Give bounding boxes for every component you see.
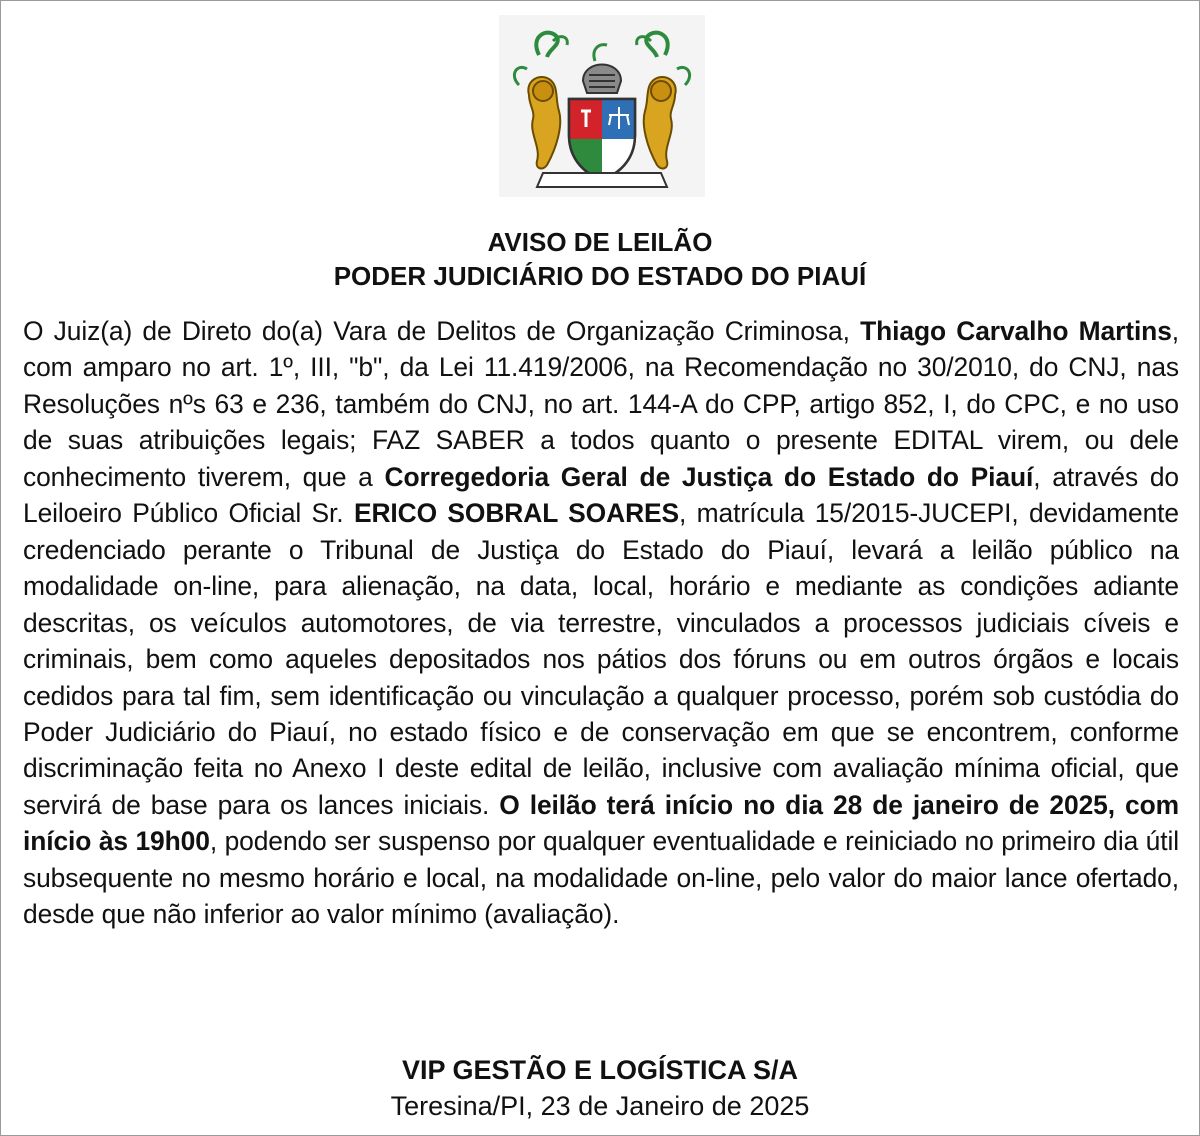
- body-text-2: , com amparo no art. 1º, III, "b", da Lei 11.419/2006, na Recomendação no 30/2010, do CNJ, nas Resoluções nºs 63 e 236, também do CNJ, no art. 144-A do CPP, artigo 852, I, do CPC, e no uso de suas atribuições legais; FAZ SABER a todos quanto o presente EDITAL virem, ou dele conhecimento tiverem, que a: [23, 316, 1180, 492]
- notice-title: AVISO DE LEILÃO: [487, 227, 713, 257]
- auctioneer-name: ERICO SOBRAL SOARES: [353, 498, 680, 529]
- body-text-1: O Juiz(a) de Direto do(a) Vara de Delitos de Organização Criminosa,: [23, 316, 850, 346]
- place-date: Teresina/PI, 23 de Janeiro de 2025: [390, 1091, 810, 1121]
- notice-body: [23, 313, 1179, 933]
- corregedoria-name: Corregedoria Geral de Justiça do Estado do Piauí: [384, 461, 1034, 492]
- court-name: PODER JUDICIÁRIO DO ESTADO DO PIAUÍ: [333, 261, 867, 291]
- body-text-5: , podendo ser suspenso por qualquer eventualidade e reiniciado no primeiro dia útil subsequente no mesmo horário e local, na modalidade on-line, pelo valor do maior lance ofertado, desde que não inferior ao valor mínimo (avaliação).: [23, 826, 1179, 930]
- judge-name: Thiago Carvalho Martins: [860, 316, 1172, 346]
- coat-of-arms-icon: [499, 15, 705, 197]
- company-name: VIP GESTÃO E LOGÍSTICA S/A: [401, 1055, 799, 1085]
- body-text-4: , matrícula 15/2015-JUCEPI, devidamente credenciado perante o Tribunal de Justiça do Estado do Piauí, levará a leilão público na modalidade on-line, para alienação, na data, local, horário e mediante as condições adiante descritas, os veículos automotores, de via terrestre, vinculados a processos judiciais cíveis e criminais, bem como aqueles depositados nos pátios dos fóruns ou em outros órgãos e locais cedidos para tal fim, sem identificação ou vinculação a qualquer processo, porém sob custódia do Poder Judiciário do Piauí, no estado físico e de conservação em que se encontrem, conforme discriminação feita no Anexo I deste edital de leilão, inclusive com avaliação mínima oficial, que servirá de base para os lances iniciais.: [23, 498, 1179, 820]
- auction-start-info: O leilão terá início no dia 28 de janeiro de 2025, com início às 19h00: [23, 789, 1179, 857]
- body-text-3: , através do Leiloeiro Público Oficial Sr.: [23, 461, 1180, 529]
